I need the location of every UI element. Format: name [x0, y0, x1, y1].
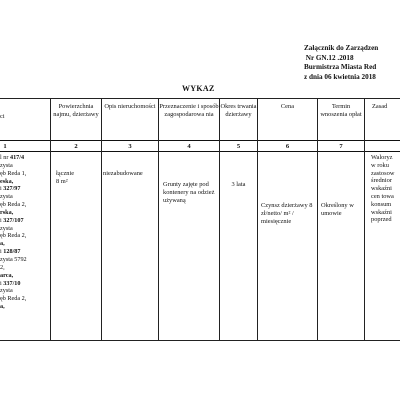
area-cell [56, 170, 100, 186]
parcel-line [0, 280, 50, 288]
parcel-line [0, 154, 50, 162]
parcel-line [0, 232, 50, 240]
parcel-line [0, 178, 50, 186]
rules-line: konsum [371, 200, 392, 208]
col-divider [364, 98, 365, 340]
col-header-3: Opis nieruchomości [104, 103, 156, 110]
col-divider [257, 98, 258, 340]
col-number-3: 3 [128, 143, 132, 150]
parcel-line-bold: 327/97 [3, 185, 21, 193]
parcel-line [0, 185, 50, 193]
parcel-line-text: ęb Reda 1, [0, 169, 27, 177]
parcel-line [0, 303, 50, 311]
col-header-8: Zasad [372, 103, 388, 110]
number-row-border [0, 151, 400, 152]
parcel-line-bold: eska, [0, 177, 14, 185]
col-header-1: ci [0, 113, 5, 120]
parcel-line-text: zysta [0, 287, 13, 295]
payment-cell: Określony w umowie [321, 202, 354, 217]
document-title: WYKAZ [182, 84, 215, 93]
parcel-line-text: ęb Reda 2, [0, 295, 27, 303]
parcel-list [0, 154, 50, 311]
header-line: z dnia 06 kwietnia 2018 [304, 72, 376, 81]
parcel-line [0, 225, 50, 233]
header-bottom-border [0, 140, 400, 141]
parcel-line [0, 287, 50, 295]
col-header-6: Cena [280, 103, 295, 110]
parcel-line [0, 209, 50, 217]
parcel-line-text: i [0, 279, 4, 287]
col-number-2: 2 [74, 143, 78, 150]
parcel-line-text: 2, [0, 263, 5, 271]
parcel-line-bold: a, [0, 240, 5, 248]
parcel-line-bold: 337/10 [3, 279, 21, 287]
rules-cell [371, 154, 400, 224]
parcel-line [0, 248, 50, 256]
parcel-line-bold: arca, [0, 271, 14, 279]
parcel-line-text: i [0, 216, 4, 224]
parcel-line [0, 256, 50, 264]
table-bottom-border [0, 340, 400, 341]
parcel-line-bold: a, [0, 303, 5, 311]
col-number-4: 4 [187, 143, 191, 150]
rules-line: cen towa [371, 192, 394, 200]
rules-line: w roku [371, 161, 389, 169]
col-header-2: Powierzchnia najmu, dzierżawy [53, 103, 99, 118]
parcel-line-bold: 417/4 [9, 154, 25, 161]
header-line: Załącznik do Zarządzen [304, 44, 379, 52]
col-divider [317, 98, 318, 340]
parcel-line [0, 217, 50, 225]
rules-line: średnior [371, 177, 392, 185]
parcel-line-text: l nr [0, 154, 10, 161]
col-header-4: Przeznaczenie i sposób zagospodarowa nia [159, 103, 219, 118]
parcel-line [0, 170, 50, 178]
col-number-6: 6 [285, 143, 290, 150]
col-divider [50, 98, 51, 340]
header-line: Nr GN.12 .2018 [304, 53, 354, 62]
parcel-line-bold: 128/87 [3, 248, 21, 256]
parcel-line [0, 272, 50, 280]
description-cell: niezabudowane [103, 170, 143, 177]
parcel-line [0, 264, 50, 272]
parcel-line [0, 295, 50, 303]
col-number-7: 7 [339, 143, 343, 150]
period-cell: 3 lata [231, 181, 246, 188]
purpose-cell: Grunty zajęte pod kontenery na odzież używaną [163, 181, 215, 204]
parcel-line [0, 240, 50, 248]
parcel-line [0, 193, 50, 201]
price-cell: Czynsz dzierżawy 8 zł/netto/ m² / miesięcznie [261, 202, 313, 225]
parcel-line-bold: 327/107 [3, 216, 24, 224]
parcel-line-text: zysta 5792 [0, 255, 27, 263]
rules-line: wskaźni [371, 208, 392, 216]
col-divider [101, 98, 102, 340]
parcel-line-text: zysta [0, 161, 13, 169]
parcel-line-text: i [0, 248, 4, 256]
parcel-line-text: zysta [0, 193, 13, 201]
area-value: 8 m² [56, 177, 68, 185]
parcel-line-text: ęb Reda 2, [0, 232, 27, 240]
rules-line: poprzed [371, 216, 392, 224]
parcel-line-text: i [0, 185, 4, 193]
parcel-line [0, 201, 50, 209]
parcel-line-text: zysta [0, 224, 13, 232]
parcel-line-bold: rska, [0, 208, 14, 216]
col-number-1: 1 [3, 143, 7, 150]
col-number-5: 5 [236, 143, 241, 150]
header-line: Burmistrza Miasta Red [304, 63, 377, 72]
col-divider [158, 98, 159, 340]
col-divider [219, 98, 220, 340]
col-header-7: Termin wnoszenia opłat [320, 103, 362, 118]
col-header-5: Okres trwania dzierżawy [220, 103, 257, 118]
rules-line: Waloryz [371, 154, 393, 161]
rules-line: zastosow [371, 169, 395, 177]
table-top-border [0, 98, 400, 99]
area-label: łącznie [56, 170, 75, 177]
rules-line: wskaźni [371, 185, 392, 193]
parcel-line [0, 162, 50, 170]
parcel-line-text: ęb Reda 2, [0, 201, 27, 209]
